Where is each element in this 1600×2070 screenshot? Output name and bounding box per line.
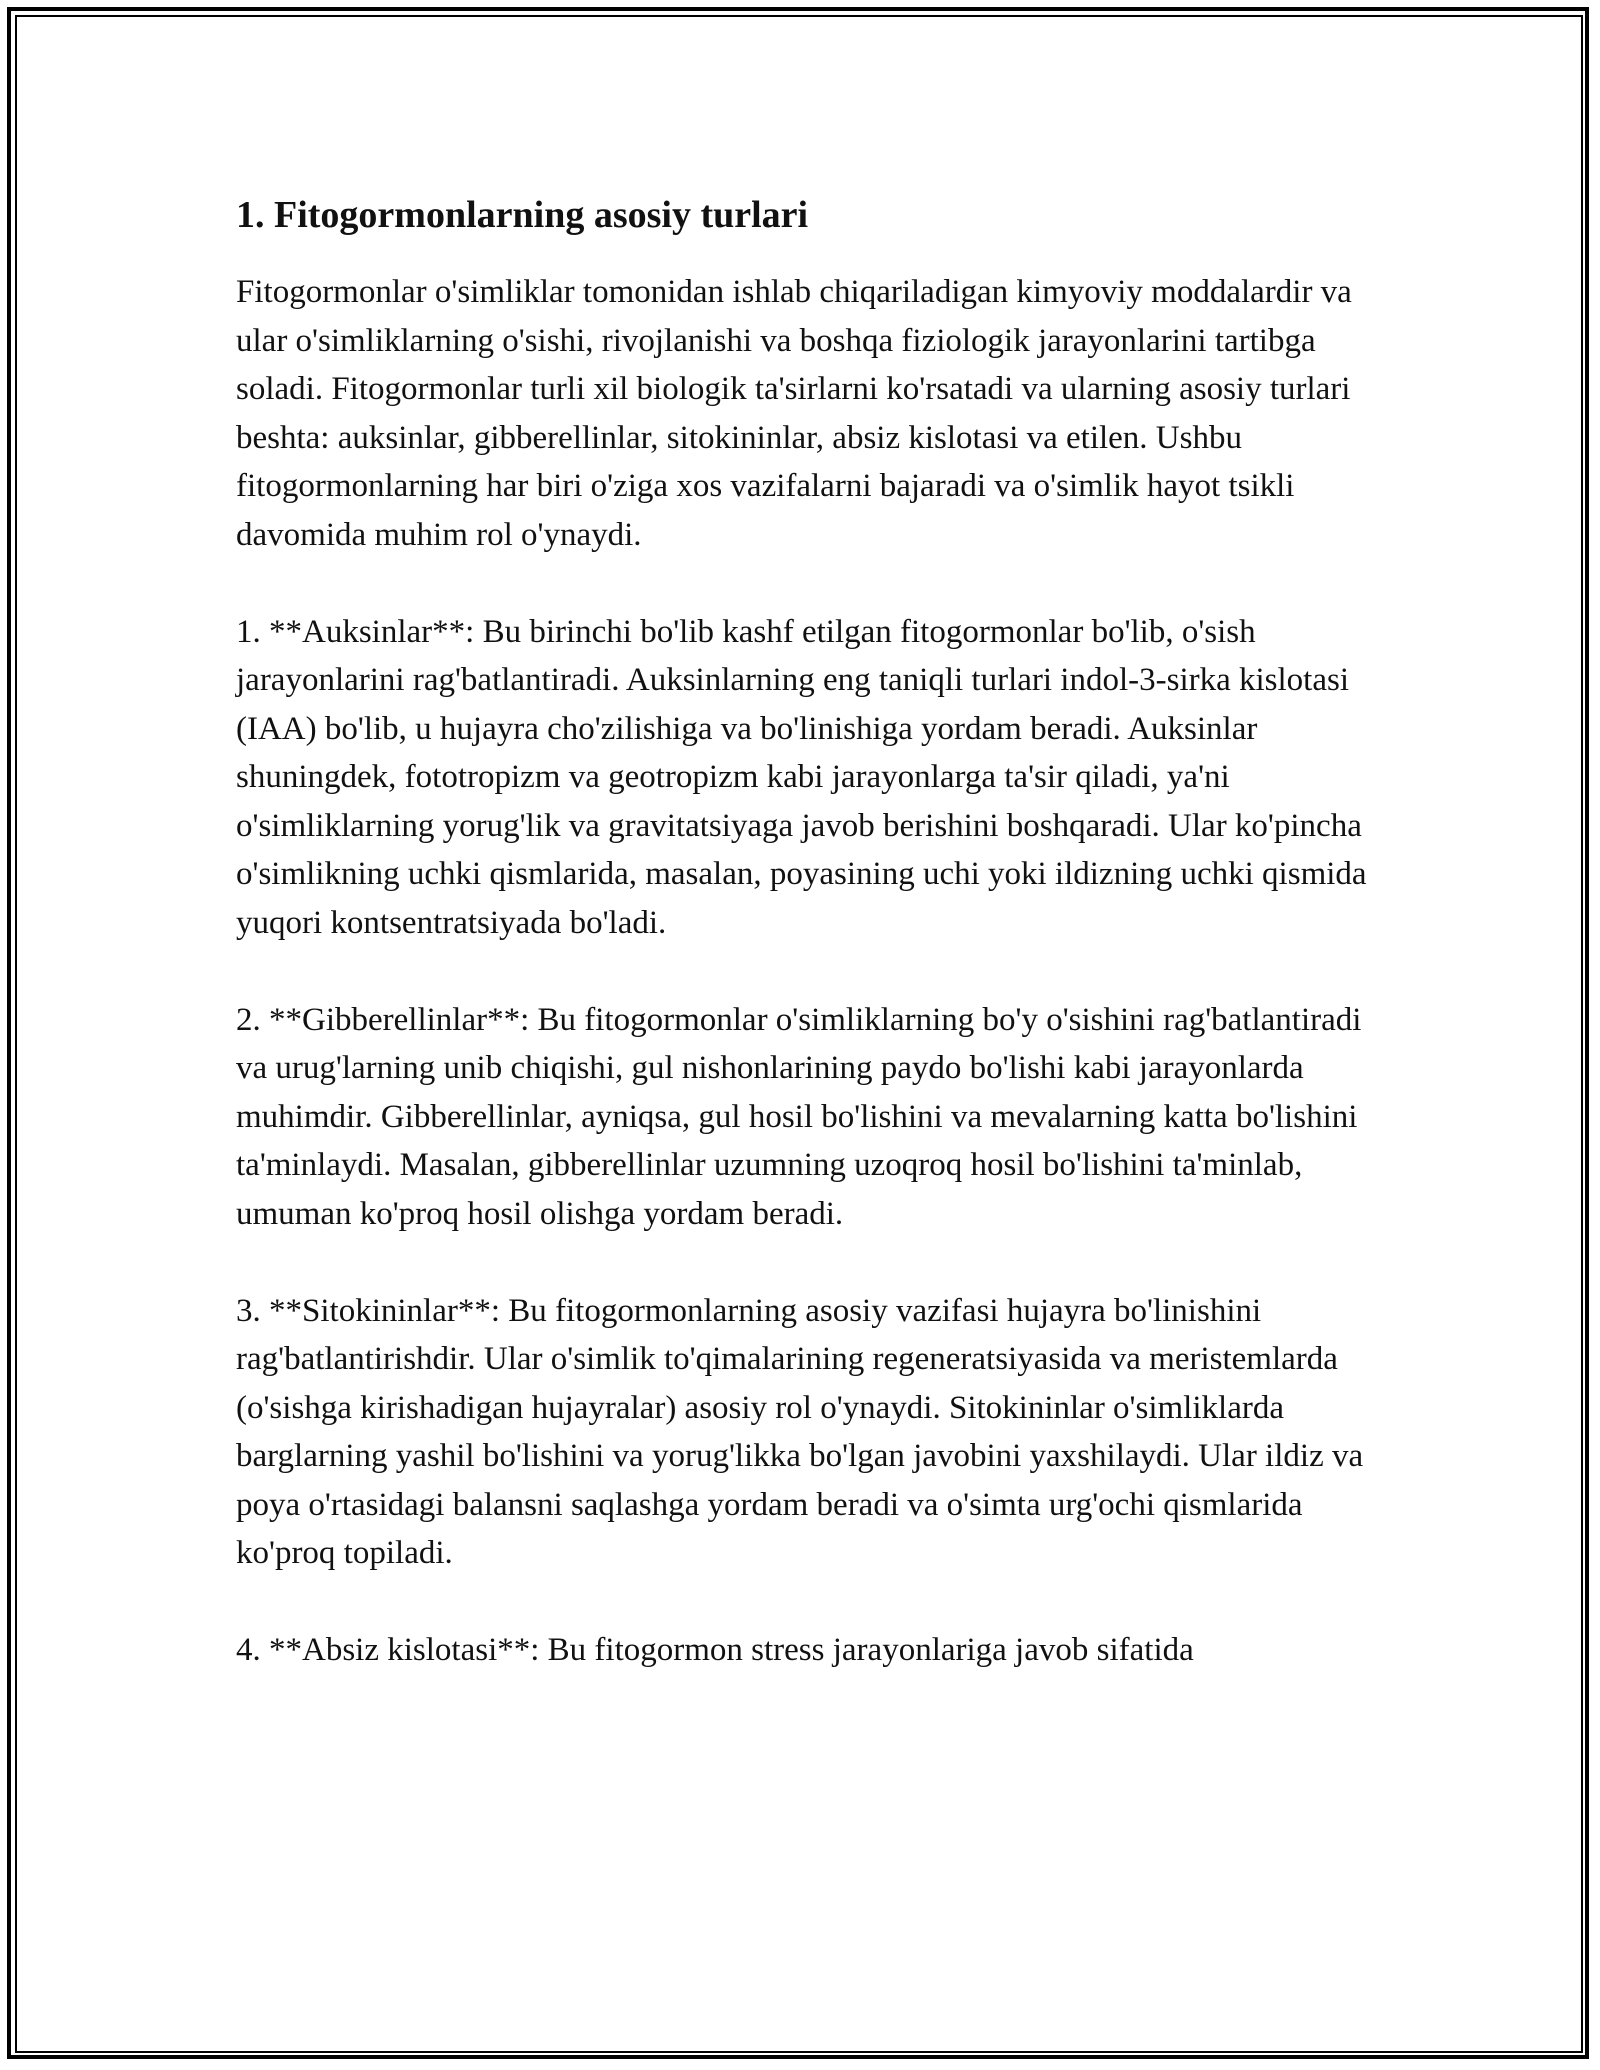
paragraph-abscisic-acid: 4. **Absiz kislotasi**: Bu fitogormon stress jarayonlariga javob sifatida xyxy=(236,1632,1194,1668)
intro-paragraph: Fitogormonlar o'simliklar tomonidan ishlab chiqariladigan kimyoviy moddalardir va ular o'simliklarning o'sishi, rivojlanishi va boshqa fiziologik jarayonlarini tartibga soladi. Fitogormonlar turli xil biologik ta'sirlarni ko'rsatadi va ularning asosiy turlari beshta: auksinlar, gibberellinlar, sitokininlar, absiz kislotasi va etilen. Ushbu fitogormonlarning har biri o'ziga xos vazifalarni bajaradi va o'simlik hayot tsikli davomida muhim rol o'ynaydi. xyxy=(236,274,1352,553)
paragraph-gibberellins: 2. **Gibberellinlar**: Bu fitogormonlar o'simliklarning bo'y o'sishini rag'batlantiradi va urug'larning unib chiqishi, gul nishonlarining paydo bo'lishi kabi jarayonlarda muhimdir. Gibberellinlar, ayniqsa, gul hosil bo'lishini va mevalarning katta bo'lishini ta'minlaydi. Masalan, gibberellinlar uzumning uzoqroq hosil bo'lishini ta'minlab, umuman ko'proq hosil olishga yordam beradi. xyxy=(236,1001,1362,1232)
paragraph-cytokinins: 3. **Sitokininlar**: Bu fitogormonlarning asosiy vazifasi hujayra bo'linishini rag'batlantirishdir. Ular o'simlik to'qimalarining regeneratsiyasida va meristemlarda (o'sishga kirishadigan hujayralar) asosiy rol o'ynaydi. Sitokininlar o'simliklarda barglarning yashil bo'lishini va yorug'likka bo'lgan javobini yaxshilaydi. Ular ildiz va poya o'rtasidagi balansni saqlashga yordam beradi va o'simta urg'ochi qismlarida ko'proq topiladi. xyxy=(236,1292,1364,1571)
section-heading: 1. Fitogormonlarning asosiy turlari xyxy=(236,194,809,236)
document-body xyxy=(236,190,1370,1723)
paragraph-auxins: 1. **Auksinlar**: Bu birinchi bo'lib kashf etilgan fitogormonlar bo'lib, o'sish jarayonlarini rag'batlantiradi. Auksinlarning eng taniqli turlari indol-3-sirka kislotasi (IAA) bo'lib, u hujayra cho'zilishiga va bo'linishiga yordam beradi. Auksinlar shuningdek, fototropizm va geotropizm kabi jarayonlarga ta'sir qiladi, ya'ni o'simliklarning yorug'lik va gravitatsiyaga javob berishini boshqaradi. Ular ko'pincha o'simlikning uchki qismlarida, masalan, poyasining uchi yoki ildizning uchki qismida yuqori kontsentratsiyada bo'ladi. xyxy=(236,613,1367,941)
